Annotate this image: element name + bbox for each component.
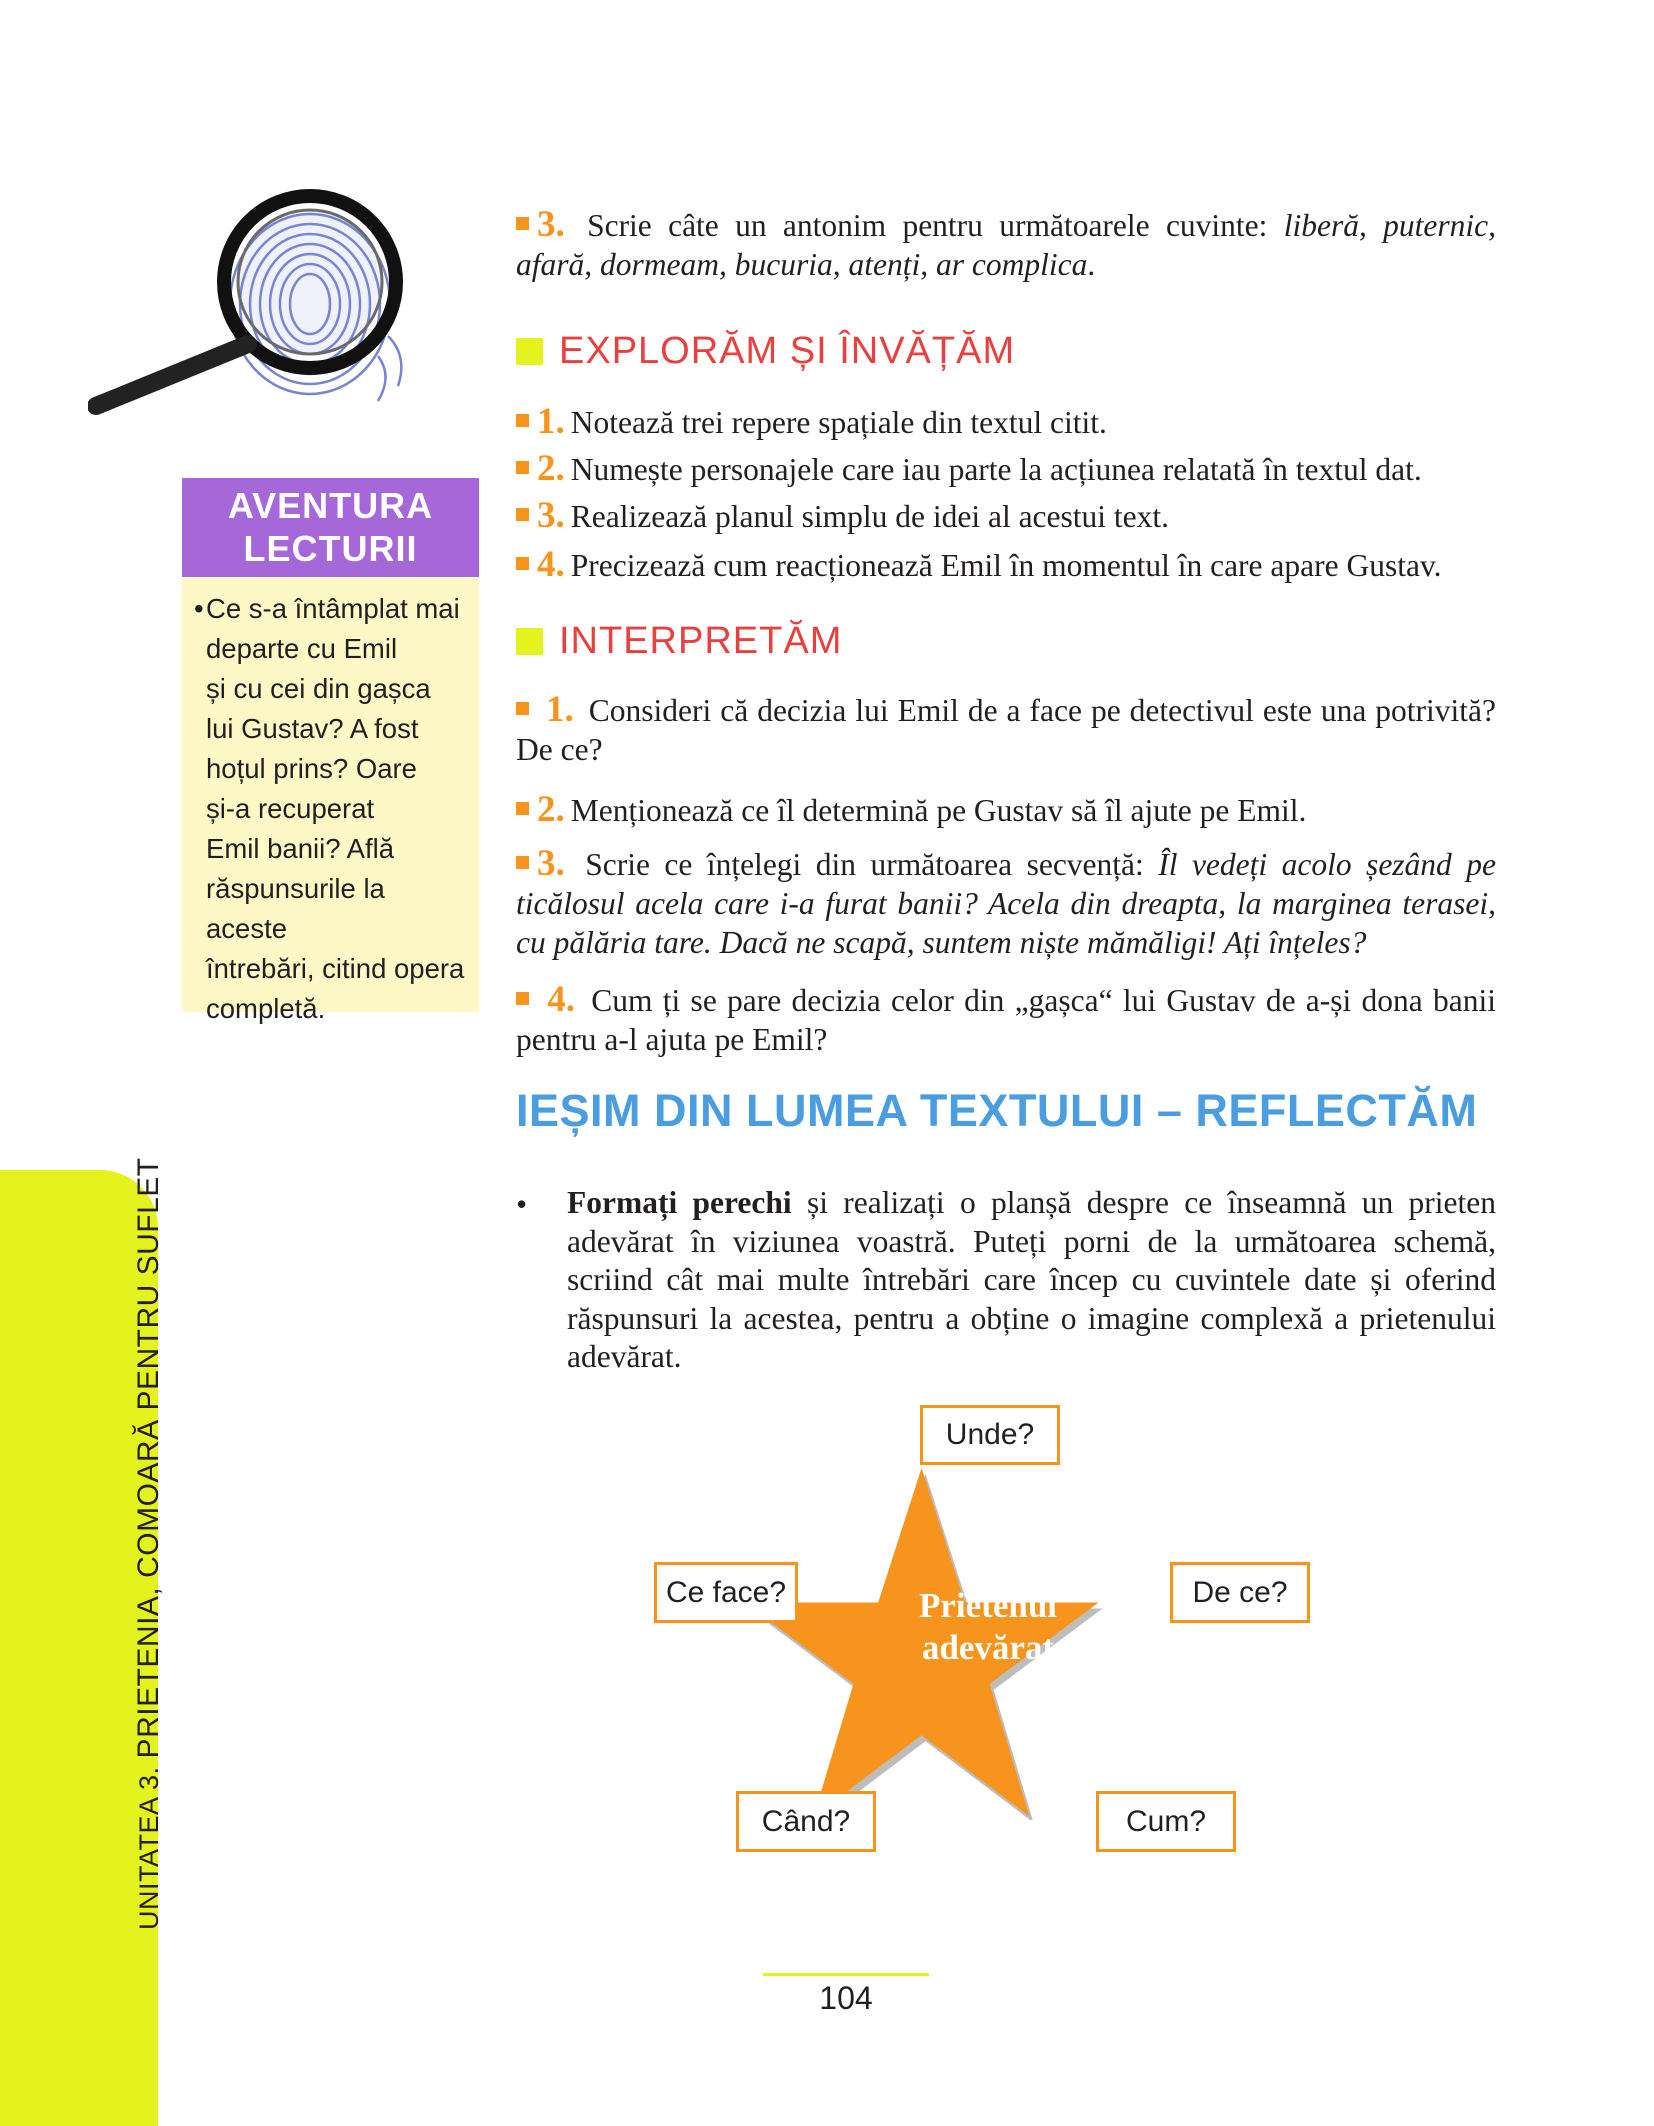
- reading-box-line: Ce s-a întâmplat mai: [206, 593, 460, 624]
- item-text: Consideri că decizia lui Emil de a face pe detectivul este una potrivită? De ce?: [516, 693, 1497, 767]
- item-number: 1.: [537, 401, 565, 442]
- task-end: .: [1087, 247, 1096, 282]
- reading-box-line: răspunsurile la aceste: [206, 873, 385, 944]
- item-text: Menționează ce îl determină pe Gustav să îl ajute pe Emil.: [570, 793, 1307, 828]
- diagram-label-de-ce: De ce?: [1170, 1562, 1310, 1623]
- orange-square-icon: [516, 557, 529, 570]
- reading-box-title-line2: LECTURII: [243, 528, 418, 569]
- explore-item: [516, 545, 1496, 585]
- explore-item: [516, 402, 1496, 442]
- diagram-label-cum: Cum?: [1096, 1791, 1236, 1852]
- interpret-item: [516, 790, 1496, 830]
- item-number: 2.: [537, 448, 565, 489]
- task-number: 3.: [537, 204, 565, 245]
- page-number-rule: [763, 1973, 929, 1976]
- reading-box-line: și-a recuperat: [206, 793, 375, 824]
- page-number: 104: [819, 1980, 873, 2016]
- reading-box-title-line1: AVENTURA: [227, 485, 434, 526]
- task-words: liberă, puternic, afară, dormeam, bucuria, atenți, ar complica: [516, 208, 1497, 282]
- task-text: Scrie câte un antonim pentru următoarele cuvinte:: [587, 208, 1268, 243]
- star-center-line2: adevărat: [921, 1628, 1055, 1667]
- unit-number-label: UNITATEA 3.: [134, 1766, 164, 1930]
- orange-square-icon: [516, 461, 529, 474]
- magnifying-glass-icon: [88, 186, 468, 426]
- orange-square-icon: [516, 856, 529, 869]
- reflect-text: și realizați o planșă despre ce înseamnă un prieten adevărat în viziunea voastră. Puteți porni de la următoarea schemă, scriind cât mai multe întrebări care încep cu cuvintele date și oferind răspunsuri la acestea, pentru a obține o imagine complexă a prietenului adevărat.: [567, 1185, 1496, 1374]
- reflect-bullet: •: [516, 1186, 528, 1222]
- reading-box-line: Emil banii? Află: [206, 833, 395, 864]
- interpret-heading-text: INTERPRETĂM: [559, 620, 843, 662]
- item-text: Precizează cum reacționează Emil în momentul în care apare Gustav.: [570, 548, 1442, 583]
- reading-box-line: și cu cei din gașca: [206, 673, 431, 704]
- interpret-item: [516, 844, 1496, 962]
- diagram-label-unde: Unde?: [920, 1405, 1060, 1465]
- reading-box-line: departe cu Emil: [206, 633, 398, 664]
- reflect-bold: Formați perechi: [567, 1185, 792, 1220]
- lime-square-icon: [516, 628, 543, 655]
- orange-square-icon: [516, 414, 529, 427]
- lime-square-icon: [516, 338, 543, 365]
- reflect-paragraph: [567, 1184, 1496, 1377]
- reading-box-line: hoțul prins? Oare: [206, 753, 417, 784]
- reading-box-bullet: •: [194, 593, 204, 624]
- star-center-label: [860, 1585, 1116, 1669]
- explore-heading-text: EXPLORĂM ȘI ÎNVĂȚĂM: [559, 330, 1016, 372]
- diagram-label-cand: Când?: [736, 1791, 876, 1852]
- item-number: 4.: [537, 544, 565, 585]
- interpret-item: [516, 980, 1496, 1059]
- reading-box-line: lui Gustav? A fost: [206, 713, 419, 744]
- reading-box-line: întrebări, citind opera: [206, 953, 465, 984]
- item-text: Scrie ce înțelegi din următoarea secvență:: [585, 847, 1144, 882]
- interpret-item: [516, 690, 1496, 769]
- explore-item: [516, 449, 1496, 489]
- orange-square-icon: [516, 802, 529, 815]
- orange-square-icon: [516, 217, 529, 230]
- item-text: Realizează planul simplu de idei al acestui text.: [570, 499, 1170, 534]
- reading-box-header: [182, 478, 479, 577]
- orange-square-icon: [516, 508, 529, 521]
- item-number: 2.: [537, 789, 565, 830]
- orange-square-icon: [516, 992, 529, 1005]
- reflect-heading: IEȘIM DIN LUMEA TEXTULUI – REFLECTĂM: [516, 1085, 1478, 1136]
- diagram-label-ce-face: Ce face?: [654, 1562, 798, 1623]
- reading-box-line: completă.: [206, 993, 326, 1024]
- star-center-line1: Prietenul: [918, 1586, 1058, 1625]
- unit-side-label: [132, 1157, 166, 1930]
- item-number: 1.: [546, 689, 574, 730]
- item-text: Cum ți se pare decizia celor din „gașca“ lui Gustav de a-și dona banii pentru a-l ajuta pe Emil?: [516, 983, 1497, 1057]
- explore-heading: [516, 330, 1015, 373]
- reading-box-body: [182, 577, 479, 1024]
- item-number: 3.: [537, 495, 565, 536]
- task-antonyms: [516, 205, 1496, 284]
- unit-title: PRIETENIA, COMOARĂ PENTRU SUFLET: [132, 1157, 165, 1759]
- item-quote: Îl vedeți acolo șezând pe ticălosul acela care i-a furat banii? Acela din dreapta, la marginea terasei, cu pălăria tare. Dacă ne scapă, suntem niște mămăligi! Ați înțeles?: [516, 847, 1496, 960]
- orange-square-icon: [516, 702, 529, 715]
- item-text: Numește personajele care iau parte la acțiunea relatată în textul dat.: [570, 452, 1422, 487]
- item-text: Notează trei repere spațiale din textul citit.: [570, 405, 1107, 440]
- item-number: 3.: [537, 843, 565, 884]
- explore-item: [516, 496, 1496, 536]
- interpret-heading: [516, 620, 842, 663]
- item-number: 4.: [547, 979, 576, 1020]
